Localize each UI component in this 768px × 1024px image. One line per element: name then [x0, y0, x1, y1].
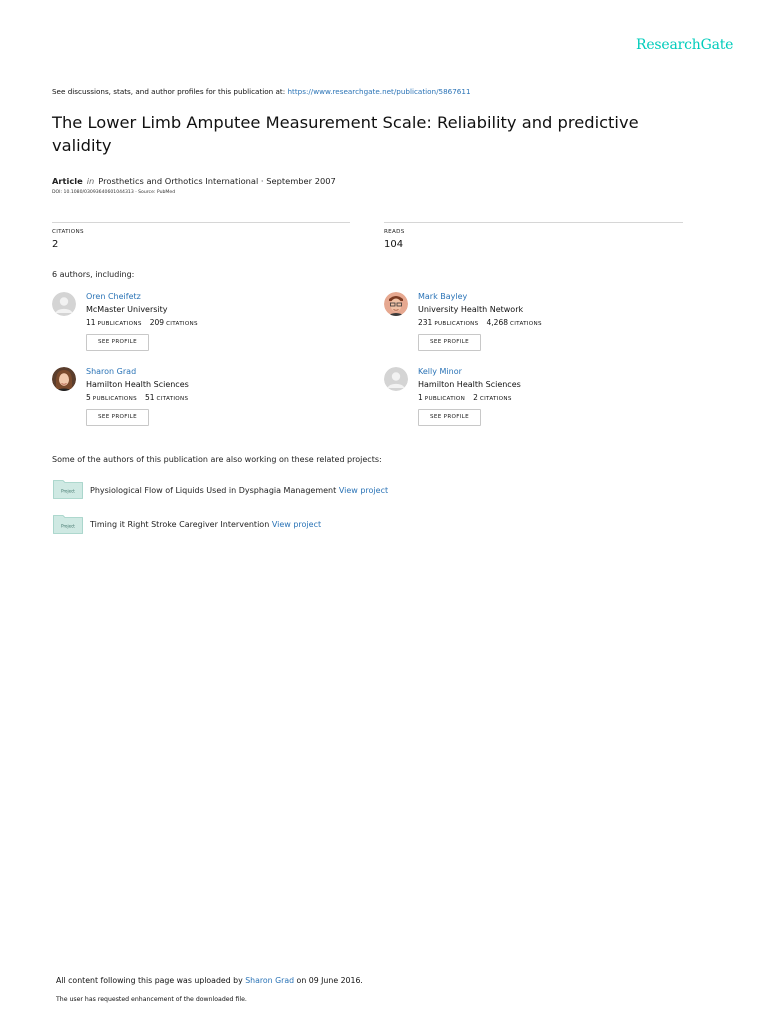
- discussion-text: See discussions, stats, and author profiles for this publication at:: [52, 87, 286, 96]
- citations-value: 2: [52, 239, 59, 250]
- project-icon-label: Project: [61, 523, 75, 529]
- author-stats: [86, 318, 198, 327]
- publication-title: The Lower Limb Amputee Measurement Scale: Reliability and predictive validity: [52, 113, 639, 155]
- project-title: Physiological Flow of Liquids Used in Dysphagia Management: [90, 486, 337, 495]
- author-stats: [418, 318, 542, 327]
- project-folder-icon[interactable]: [53, 514, 83, 534]
- doi-line: DOI: 10.1080/03093640601044313 · Source: PubMed: [52, 190, 176, 195]
- view-project-link[interactable]: View project: [338, 486, 389, 495]
- authors-heading: 6 authors, including:: [52, 270, 135, 279]
- citations-label: CITATIONS: [166, 321, 198, 327]
- author-institution: Hamilton Health Sciences: [418, 380, 521, 389]
- citations-label: CITATIONS: [156, 396, 189, 402]
- publications-count: 231: [418, 318, 433, 327]
- author-photo-icon[interactable]: [384, 292, 408, 316]
- citations-label: CITATIONS: [479, 396, 512, 402]
- publication-meta: [52, 176, 336, 186]
- related-projects-heading: Some of the authors of this publication are also working on these related projects:: [52, 455, 382, 464]
- publications-label: PUBLICATIONS: [97, 321, 142, 327]
- avatar-placeholder-icon[interactable]: [52, 292, 76, 316]
- author-institution: McMaster University: [86, 305, 168, 314]
- see-profile-button[interactable]: SEE PROFILE: [86, 409, 149, 426]
- citations-count: 4,268: [486, 318, 508, 327]
- author-institution: University Health Network: [418, 305, 524, 314]
- citations-count: 2: [473, 393, 478, 402]
- journal-info: Prosthetics and Orthotics International · September 2007: [98, 176, 336, 186]
- author-stats: [86, 393, 188, 402]
- upload-note: [56, 976, 363, 985]
- author-stats: [418, 393, 512, 402]
- project-title: Timing it Right Stroke Caregiver Intervention: [90, 520, 270, 529]
- avatar-placeholder-icon[interactable]: [384, 367, 408, 391]
- citations-count: 209: [149, 318, 165, 327]
- author-name[interactable]: Oren Cheifetz: [86, 292, 141, 301]
- publications-count: 11: [86, 318, 96, 327]
- citations-divider: [52, 222, 350, 223]
- publications-label: PUBLICATIONS: [434, 321, 479, 327]
- upload-suffix: on 09 June 2016.: [296, 976, 363, 985]
- citations-label: CITATIONS: [510, 321, 542, 327]
- discussion-line: [52, 87, 471, 96]
- author-institution: Hamilton Health Sciences: [86, 380, 189, 389]
- upload-prefix: All content following this page was uploaded by: [56, 976, 243, 985]
- publications-count: 5: [86, 393, 91, 402]
- see-profile-button[interactable]: SEE PROFILE: [418, 334, 481, 351]
- see-profile-button[interactable]: SEE PROFILE: [418, 409, 481, 426]
- author-name[interactable]: Kelly Minor: [418, 367, 462, 376]
- project-folder-icon[interactable]: [53, 479, 83, 499]
- article-type: Article: [52, 176, 83, 186]
- researchgate-logo[interactable]: ResearchGate: [636, 37, 734, 53]
- publication-link[interactable]: https://www.researchgate.net/publication/5867611: [287, 87, 471, 96]
- citations-label: CITATIONS: [52, 229, 84, 235]
- reads-divider: [384, 222, 683, 223]
- project-item: [90, 520, 321, 529]
- enhancement-note: The user has requested enhancement of the downloaded file.: [56, 996, 247, 1003]
- author-photo-icon[interactable]: [52, 367, 76, 391]
- view-project-link[interactable]: View project: [271, 520, 322, 529]
- reads-value: 104: [384, 239, 404, 250]
- reads-label: READS: [384, 229, 405, 235]
- author-name[interactable]: Mark Bayley: [418, 292, 468, 301]
- uploader-link[interactable]: Sharon Grad: [245, 976, 295, 985]
- author-name[interactable]: Sharon Grad: [86, 367, 137, 376]
- in-label: in: [86, 176, 95, 186]
- project-item: [90, 486, 388, 495]
- see-profile-button[interactable]: SEE PROFILE: [86, 334, 149, 351]
- publications-label: PUBLICATION: [424, 396, 466, 402]
- publications-count: 1: [418, 393, 423, 402]
- project-icon-label: Project: [61, 488, 75, 494]
- citations-count: 51: [144, 393, 155, 402]
- publications-label: PUBLICATIONS: [92, 396, 137, 402]
